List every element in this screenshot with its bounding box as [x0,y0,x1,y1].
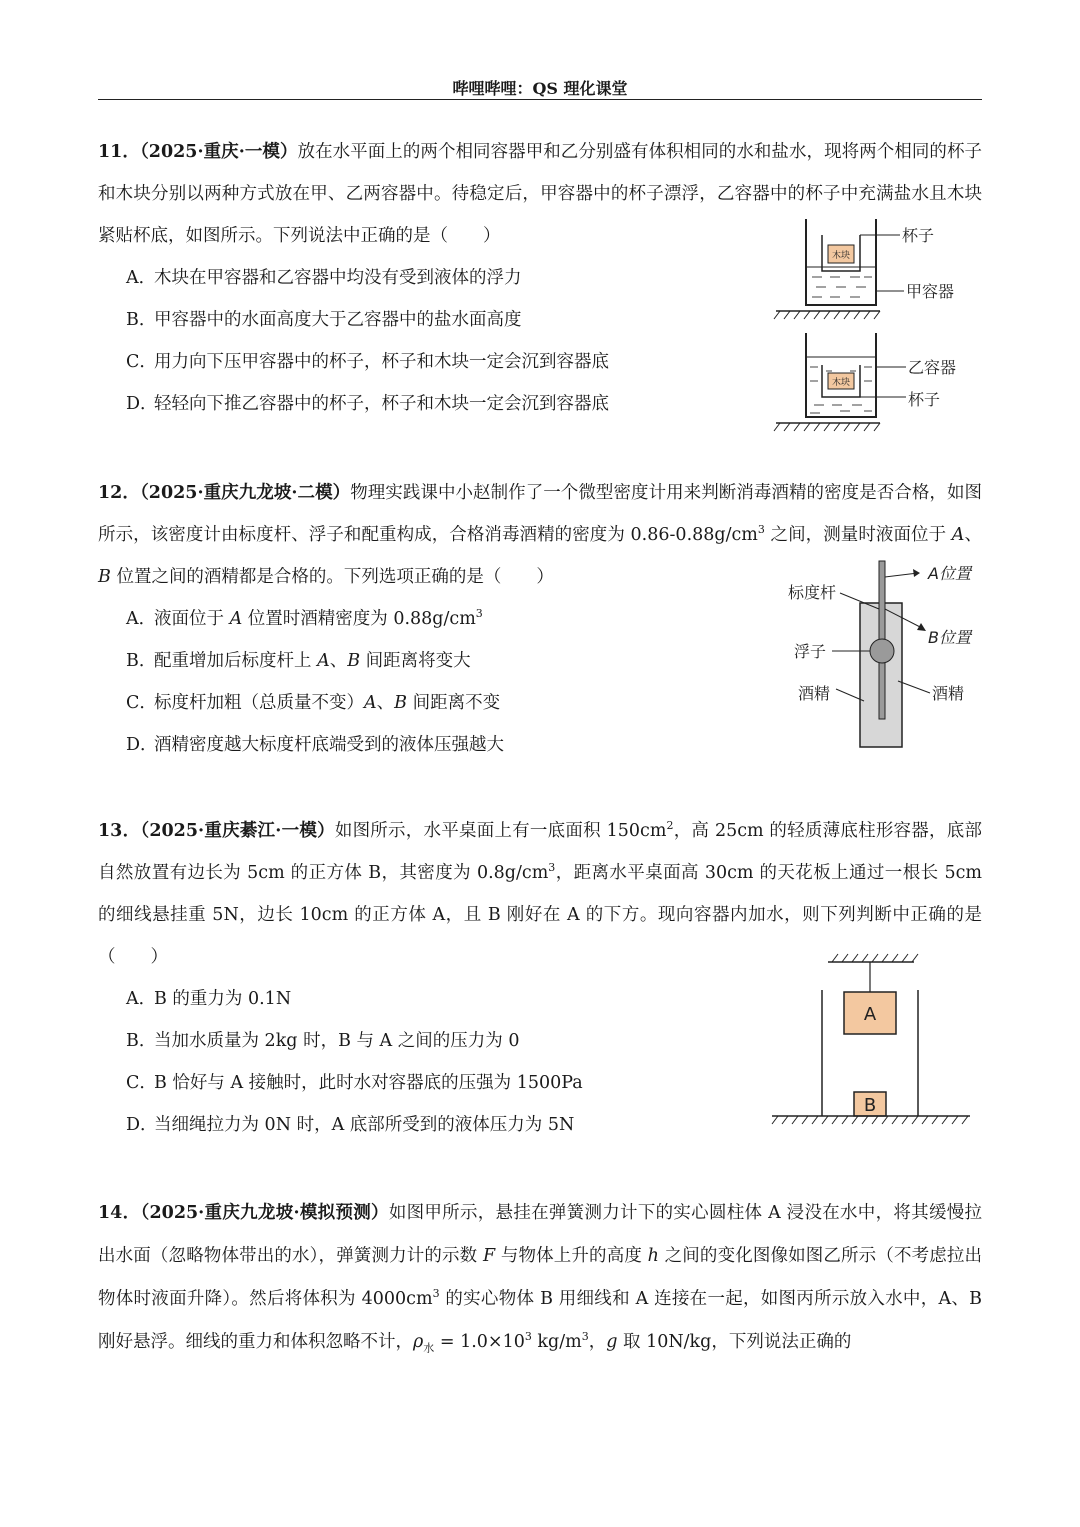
option-a: A．木块在甲容器和乙容器中均没有受到液体的浮力 [126,268,522,288]
question-14 [98,1192,982,1364]
question-source: （2025·重庆九龙坡·二模） [139,483,351,503]
option-a: A．B 的重力为 0.1N [126,989,292,1009]
option-a: A．液面位于 A 位置时酒精密度为 $0.88g/cm^3$ [126,607,483,629]
rod-label: 标度杆 [788,583,837,602]
alcohol-right-label: 酒精 [932,684,965,703]
figure-q12 [782,555,982,755]
option-c: C．用力向下压甲容器中的杯子，杯子和木块一定会沉到容器底 [126,352,609,372]
float-label: 浮子 [794,642,827,661]
question-13-stem: 13．（2025·重庆綦江·一模）如图所示，水平桌面上有一底面积 $150cm^2$，高 25cm 的轻质薄底柱形容器，底部自然放置有边长为 5cm 的正方体 B，其密度为 $0.8g/cm^3$，距离水平桌面高 30cm 的天花板上通过一根长 5cm 的细线悬挂重 5N，边长 10cm 的正方体 A，且 B 刚好在 A 的下方。现向容器内加水，则下列判断中正确的是（ ） [98,819,983,967]
block-b-label: 木块 [831,378,851,388]
cup-b-label: 杯子 [908,390,941,409]
question-source: （2025·重庆綦江·一模） [140,821,335,841]
question-14-stem: 14．（2025·重庆九龙坡·模拟预测）如图甲所示，悬挂在弹簧测力计下的实心圆柱体 A 浸没在水中，将其缓慢拉出水面（忽略物体带出的水），弹簧测力计的示数 F 与物体上升的高度 h 之间的变化图像如图乙所示（不考虑拉出物体时液面升降）。然后将体积为 $4000cm^3$ 的实心物体 B 用细线和 A 连接在一起，如图丙所示放入水中，A、B 刚好悬浮。细线的重力和体积忽略不计，$\rho_水 = 1.0\times 10^3$ $kg/m^3$，g 取 10N/kg，下列说法正确的 [98,1203,983,1355]
option-b: B．甲容器中的水面高度大于乙容器中的盐水面高度 [126,310,522,330]
alcohol-left-label: 酒精 [798,684,831,703]
header-rule [98,99,982,100]
question-source: （2025·重庆九龙坡·模拟预测） [140,1203,389,1223]
container-a-label: 甲容器 [906,282,955,301]
position-a-label: A位置 [928,564,971,583]
question-number: 13． [98,821,141,841]
question-text: 放在水平面上的两个相同容器甲和乙分别盛有体积相同的水和盐水，现将两个相同的杯子和木块分别以两种方式放在甲、乙两容器中。待稳定后，甲容器中的杯子漂浮，乙容器中的杯子中充满盐水且木块紧贴杯底，如图所示。下列说法中正确的是（ ） [98,142,982,246]
option-d: D．当细绳拉力为 0N 时，A 底部所受到的液体压力为 5N [126,1115,575,1135]
figure-q13 [770,952,976,1132]
question-number: 11． [98,142,140,162]
question-12-stem: 12．（2025·重庆九龙坡·二模）物理实践课中小赵制作了一个微型密度计用来判断消毒酒精的密度是否合格，如图所示，该密度计由标度杆、浮子和配重构成，合格消毒酒精的密度为 $0.86-0.88g/cm^3$ 之间，测量时液面位于 A、B 位置之间的酒精都是合格的。下列选项正确的是（ ） [98,483,983,587]
question-source: （2025·重庆·一模） [139,142,298,162]
cube-b-label: B [863,1095,877,1116]
option-d: D．酒精密度越大标度杆底端受到的液体压强越大 [126,735,504,755]
block-label: 木块 [831,251,851,261]
option-b: B．配重增加后标度杆上 A、B 间距离将变大 [126,651,471,671]
option-c: C．标度杆加粗（总质量不变）A、B 间距离不变 [126,693,501,713]
question-number: 14． [98,1203,141,1223]
cube-a-label: A [863,1004,877,1025]
option-c: C．B 恰好与 A 接触时，此时水对容器底的压强为 1500Pa [126,1073,583,1093]
option-d: D．轻轻向下推乙容器中的杯子，杯子和木块一定会沉到容器底 [126,394,609,414]
option-b: B．当加水质量为 2kg 时，B 与 A 之间的压力为 0 [126,1031,520,1051]
container-b-label: 乙容器 [908,358,957,377]
question-number: 12． [98,483,140,503]
cup-label: 杯子 [902,226,935,245]
figure-q11 [770,215,980,435]
position-b-label: B位置 [928,628,971,647]
page-header: 哔哩哔哩：QS 理化课堂 [452,79,628,98]
